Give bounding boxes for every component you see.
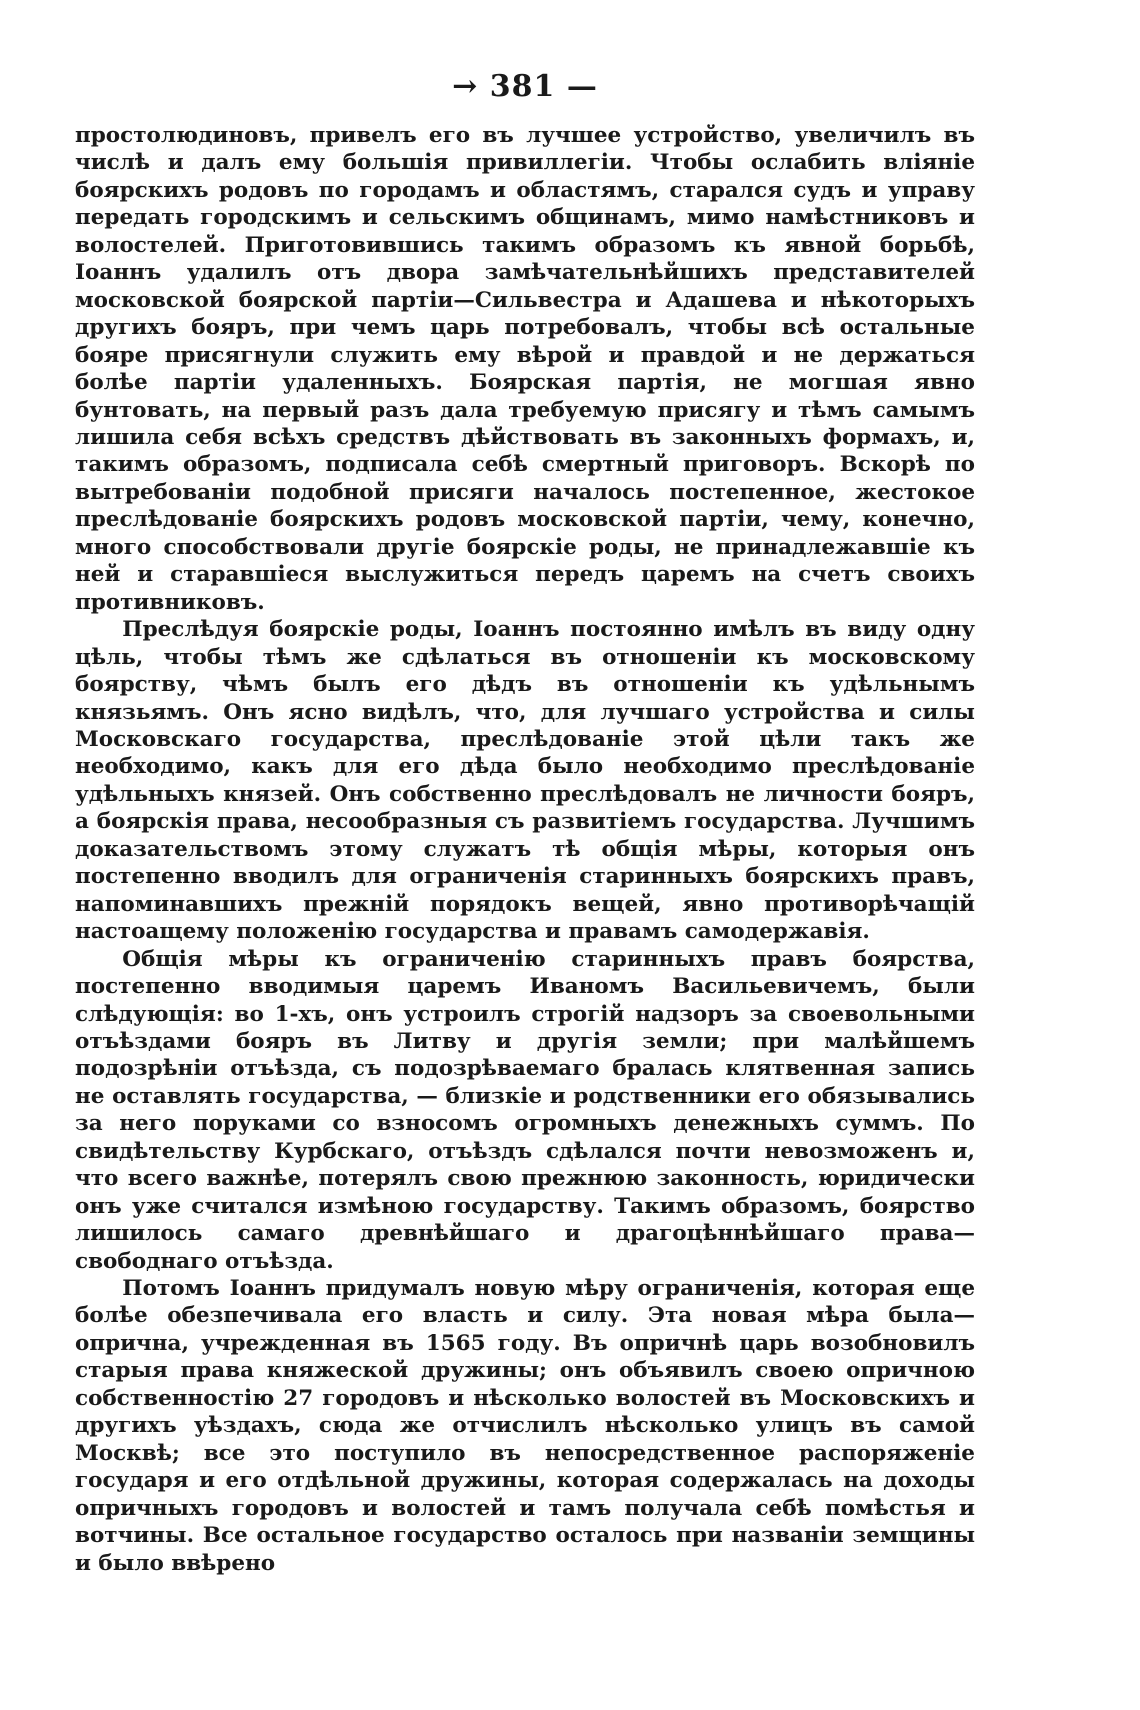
paragraph-4: Потомъ Іоаннъ придумалъ новую мѣру ограниченія, которая еще болѣе обезпечивала его власть и силу. Эта новая мѣра была—опрична, учрежденная въ 1565 году. Въ опричнѣ царь возобновилъ старыя права княжеской дружины; онъ объявилъ своею опричною собственностію 27 городовъ и нѣсколько волостей въ Московскихъ и другихъ уѣздахъ, сюда же отчислилъ нѣсколько улицъ въ самой Москвѣ; все это поступило въ непосредственное распоряженіе государя и его отдѣльной дружины, которая содержалась на доходы опричныхъ городовъ и волостей и тамъ получала себѣ помѣстья и вотчины. Все остальное государство осталось при названіи земщины и было ввѣрено (75, 1276, 975, 1576)
page-header (75, 70, 975, 104)
header-right-mark: — (566, 69, 598, 104)
paragraph-2: Преслѣдуя боярскіе роды, Іоаннъ постоянно имѣлъ въ виду одну цѣль, чтобы тѣмъ же сдѣлаться въ отношеніи къ московскому боярству, чѣмъ былъ его дѣдъ въ отношеніи къ удѣльнымъ князьямъ. Онъ ясно видѣлъ, что, для лучшаго устройства и силы Московскаго государства, преслѣдованіе этой цѣли такъ же необходимо, какъ для его дѣда было необходимо преслѣдованіе удѣльныхъ князей. Онъ собственно преслѣдовалъ не личности бояръ, а боярскія права, несообразныя съ развитіемъ государства. Лучшимъ доказательствомъ этому служатъ тѣ общія мѣры, которыя онъ постепенно вводилъ для ограниченія старинныхъ боярскихъ правъ, напоминавшихъ прежній порядокъ вещей, явно противорѣчащій настоащему положенію государства и правамъ самодержавія. (75, 617, 975, 945)
body-text (75, 122, 975, 1577)
page-number: 381 (489, 69, 556, 104)
header-left-mark: → (452, 69, 479, 104)
paragraph-3: Общія мѣры къ ограниченію старинныхъ правъ боярства, постепенно вводимыя царемъ Иваномъ Васильевичемъ, были слѣдующія: во 1-хъ, онъ устроилъ строгій надзоръ за своевольными отъѣздами бояръ въ Литву и другія земли; при малѣйшемъ подозрѣніи отъѣзда, съ подозрѣваемаго бралась клятвенная запись не оставлять государства, — близкіе и родственники его обязывались за него поруками со взносомъ огромныхъ денежныхъ суммъ. По свидѣтельству Курбскаго, отъѣздъ сдѣлался почти невозможенъ и, что всего важнѣе, потерялъ свою прежнюю законность, юридически онъ уже считался измѣною государству. Такимъ образомъ, боярство лишилось самаго древнѣйшаго и драгоцѣннѣйшаго права—свободнаго отъѣзда. (75, 946, 975, 1274)
paragraph-1: простолюдиновъ, привелъ его въ лучшее устройство, увеличилъ въ числѣ и далъ ему большія привиллегіи. Чтобы ослабить вліяніе боярскихъ родовъ по городамъ и областямъ, старался судъ и управу передать городскимъ и сельскимъ общинамъ, мимо намѣстниковъ и волостелей. Приготовившись такимъ образомъ къ явной борьбѣ, Іоаннъ удалилъ отъ двора замѣчательнѣйшихъ представителей московской боярской партіи—Сильвестра и Адашева и нѣкоторыхъ другихъ бояръ, при чемъ царь потребовалъ, чтобы всѣ остальные бояре присягнули служить ему вѣрой и правдой и не держаться болѣе партіи удаленныхъ. Боярская партія, не могшая явно бунтовать, на первый разъ дала требуемую присягу и тѣмъ самымъ лишила себя всѣхъ средствъ дѣйствовать въ законныхъ формахъ, и, такимъ образомъ, подписала себѣ смертный приговоръ. Вскорѣ по вытребованіи подобной присяги началось постепенное, жестокое преслѣдованіе боярскихъ родовъ московской партіи, чему, конечно, много способствовали другіе боярскіе роды, не принадлежавшіе къ ней и старавшіеся выслужиться передъ царемъ на счетъ своихъ противниковъ. (75, 123, 975, 615)
